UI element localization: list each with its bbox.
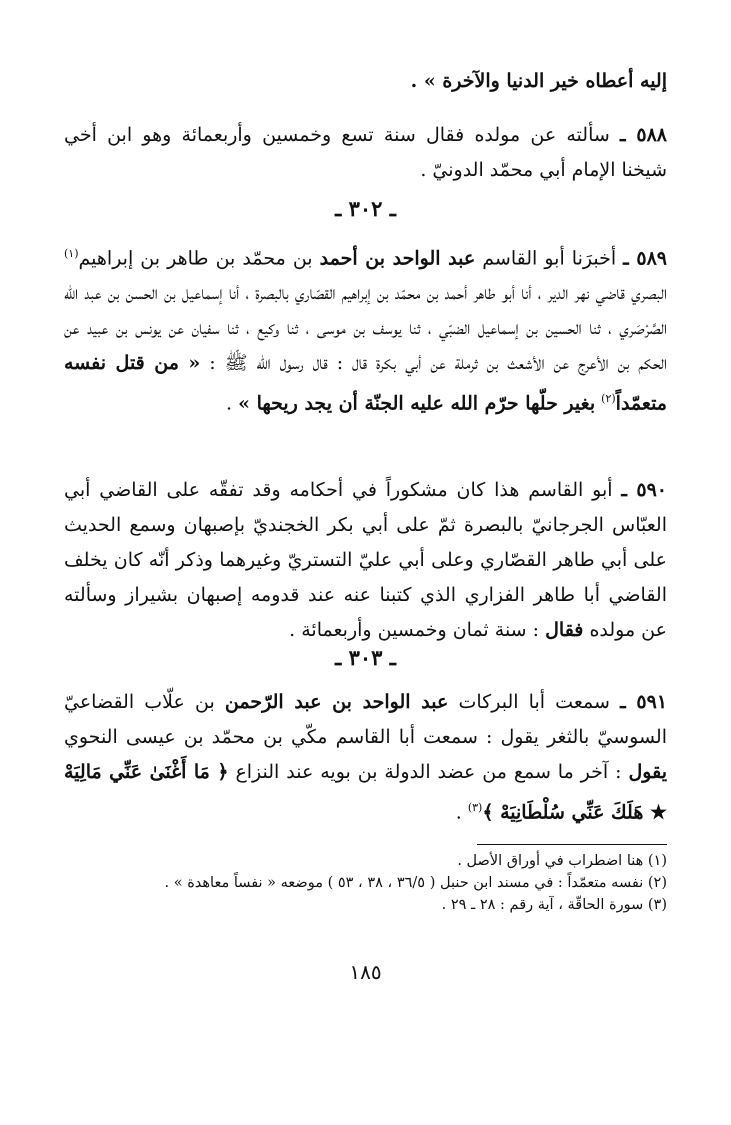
continuation-line — [64, 64, 667, 99]
entry-text: بن علّاب القضاعيّ السوسيّ بالثغر يقول : سمعت أبا القاسم مكّي بن محمّد بن عيسى النحوي — [64, 691, 667, 748]
person-name: عبد الواحد بن أحمد — [319, 247, 476, 270]
footnote-separator — [477, 844, 667, 845]
entry-number: ٥٨٨ ـ — [620, 124, 667, 146]
entry-text: . — [225, 392, 239, 415]
entry-589 — [64, 236, 667, 422]
entry-text: البصري قاضي نهر الدير ، أنا أبو طاهر أحمد بن محمّد بن إبراهيم القصّاري بالبصرة ، أنا إسماعيل بن الحسن بن عبد الله الصَّرْصَري ، ثنا الحسين بن إسماعيل الضبّي ، ثنا يوسف بن موسى ، ثنا وكيع ، ثنا سفيان عن يونس بن عبيد عن الحكم بن الأعرج عن الأشعث بن ثرملة عن أبي بكرة قال : قال رسول الله ﷺ : — [64, 282, 667, 375]
footnote-marker: (٣) — [467, 801, 483, 814]
entry-text: : آخر ما سمع من عضد الدولة بن بويه عند النزاع — [235, 761, 622, 783]
hadith-text: بغير حلّها حرّم الله عليه الجنّة أن يجد ريحها » — [238, 392, 596, 415]
entry-text: . — [455, 801, 462, 824]
section-heading-302: ـ ٣٠٢ ـ — [335, 196, 396, 221]
footnote-2: (٢) نفسه متعمّداً : في مسند ابن حنبل ( ٣٦/٥ ، ٣٨ ، ٥٣ ) موضعه « نفساً معاهدة » . — [164, 875, 667, 891]
footnote-1: (١) هنا اضطراب في أوراق الأصل . — [457, 853, 667, 869]
entry-keyword: يقول — [628, 761, 667, 783]
footnotes — [64, 850, 667, 916]
entry-588 — [64, 118, 667, 188]
footnote-3: (٣) سورة الحاقّة ، آية رقم : ٢٨ ـ ٢٩ . — [441, 897, 667, 913]
entry-number: ٥٩١ ـ — [620, 691, 668, 713]
footnote-marker: (٢) — [601, 392, 616, 406]
continuation-text: إليه أعطاه خير الدنيا والآخرة » . — [410, 70, 667, 92]
entry-keyword: فقال — [545, 619, 584, 641]
entry-text: أخبرَنا أبو القاسم — [482, 247, 617, 270]
entry-590 — [64, 473, 667, 648]
quran-verse: ﴿ مَا أَغْنَىٰ عَنِّي مَالِيَهْ ★ هَلَكَ عَنِّي سُلْطَانِيَهْ ﴾ — [64, 761, 667, 824]
page-number: ١٨٥ — [349, 960, 382, 984]
entry-text: سمعت أبا البركات — [458, 691, 610, 713]
entry-text: أبو القاسم هذا كان مشكوراً في أحكامه وقد تفقّه على القاضي أبي العبّاس الجرجانيّ بالبصرة ثمّ على أبي بكر الخجنديّ بإصبهان وسمع الحديث على أبي طاهر القصّاري وعلى أبي عليّ التستريّ وغيرهما وذكر أنّه كان يخلف القاضي أبا طاهر الفزاري الذي كتبنا عنه عند قدومه إصبهان بشيراز وسألته عن مولده — [64, 479, 667, 641]
entry-text: : سنة ثمان وخمسين وأربعمائة . — [289, 619, 540, 641]
entry-text: سألته عن مولده فقال سنة تسع وخمسين وأربعمائة وهو ابن أخي شيخنا الإمام أبي محمّد الدونيّ . — [64, 124, 667, 181]
entry-number: ٥٨٩ ـ — [623, 247, 667, 270]
footnote-marker: (١) — [64, 247, 79, 260]
entry-591 — [64, 685, 667, 830]
entry-text: بن محمّد بن طاهر بن إبراهيم — [78, 247, 313, 270]
hadith-text: « من قتل نفسه متعمّداً — [64, 352, 667, 415]
entry-number: ٥٩٠ ـ — [621, 479, 668, 501]
section-heading-303: ـ ٣٠٣ ـ — [335, 645, 396, 670]
person-name: عبد الواحد بن عبد الرّحمن — [224, 691, 449, 713]
